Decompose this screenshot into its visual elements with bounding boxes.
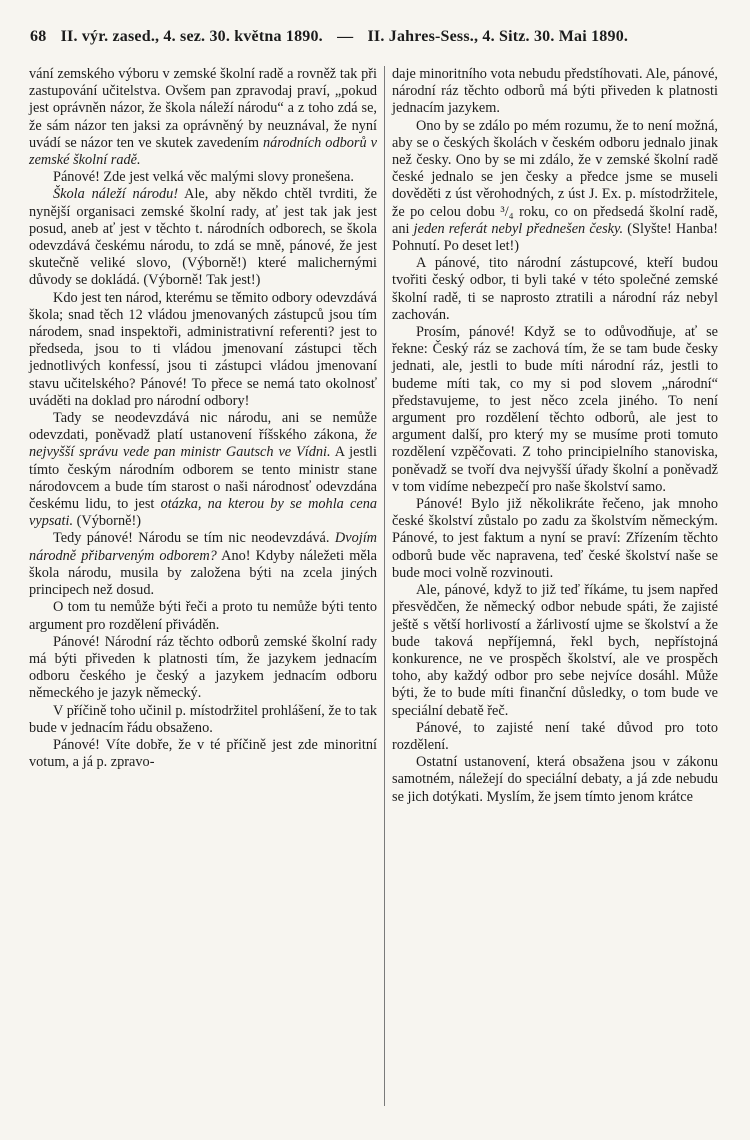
paragraph (29, 703, 377, 737)
paragraph-text: (Výborně!) (73, 513, 141, 530)
paragraph (29, 410, 377, 530)
paragraph (392, 720, 718, 754)
paragraph-text: Ale, pánové, když to již teď říkáme, tu jsem napřed přesvědčen, že německý odbor nebude spáti, že zajisté ještě s větší horlivostí a žárlivostí ujme se školství a že bude taková nepříjemná, řekl bych, nepřístojná konkurence, ne ve prospěch školství, ale ve prospěch toho, aby každý odbor pro sebe nejvíce dosáhl. Může býti, že to bude míti finanční důsledky, o tom bude ve speciální debatě řeč. (392, 582, 718, 719)
paragraph-text: A jestli tímto českým národním odborem se tento ministr stane národovcem a bude tím starost o naši národnosť odevzdána českému lidu, to jest (29, 444, 377, 513)
paragraph-text: Pánové! Víte dobře, že v té příčině jest zde minoritní votum, a já p. zpravo- (29, 736, 377, 771)
right-column (392, 66, 718, 806)
paragraph-text: Kdo jest ten národ, kterému se těmito odbory odevzdává škola; snad těch 12 vládou jmenovaných zástupců jsou tím národem, snad inspektoři, administrativní referenti? jest to předseda, jsou to ti vládou jmenovaní zástupci těch jednotlivých konfessí, jsou ti zástupci vládou jmenovaní stavu učitelského? Pánové! To přece se nemá tato okolnosť uváděti na doklad pro národní odbory! (29, 289, 377, 409)
emphasis-text: jeden referát nebyl přednešen česky. (413, 220, 624, 237)
column-divider (384, 66, 385, 1106)
paragraph-text: vání zemského výboru v zemské školní radě a rovněž tak při zastupování učitelstva. Ovšem pan zpravodaj praví, „pokud jest oprávněn názor, že škola náleží národu“ a z toho zdá se, že sám názor ten jaksi za oprávněný by neuznával, že nyní uvádí se názor ten ve skutek zavedením (29, 66, 377, 151)
emphasis-text: národních odborů v zemské školní radě. (29, 134, 377, 169)
page-number: 68 (30, 28, 47, 45)
emphasis-text: otázka, na kterou by se mohla cena vypsati. (29, 496, 377, 530)
emphasis-text: Škola náleží národu! (53, 186, 179, 203)
paragraph (392, 66, 718, 118)
paragraph-text: O tom tu nemůže býti řeči a proto tu nemůže býti tento argument pro rozdělení přiváděn. (29, 599, 377, 633)
paragraph (29, 169, 377, 186)
paragraph-text: A pánové, tito národní zástupcové, kteří budou tvořiti český odbor, ti byli také v této společné zemské školní radě, ti se naprosto ztratili a národní ráz nebyl zachován. (392, 255, 718, 323)
paragraph (29, 634, 377, 703)
paragraph-text: (Slyšte! Hanba! Pohnutí. Po deset let!) (392, 220, 718, 255)
paragraph (29, 737, 377, 771)
header-session-german: II. Jahres-Sess., 4. Sitz. 30. Mai 1890. (367, 28, 629, 45)
paragraph (29, 290, 377, 410)
paragraph (392, 496, 718, 582)
paragraph (29, 186, 377, 289)
paragraph-text: Ano! Kdyby náležeti měla škola národu, musila by založena býti na zcela jiných principech než dosud. (29, 547, 377, 599)
paragraph-text: daje minoritního vota nebudu předstíhovati. Ale, pánové, národní ráz těchto odborů má býti přiveden k platnosti jednacím jazykem. (392, 66, 718, 117)
paragraph (29, 599, 377, 633)
paragraph-text: Tedy pánové! Národu se tím nic neodevzdává. (53, 530, 335, 547)
paragraph-text: Ale, aby někdo chtěl tvrditi, že nynější organisaci zemské školní rady, ať jest tak jak jest posud, aneb ať jest v těchto t. národních odborech, se škola odevzdává českému národu, to zdá se mně, pánové, že jest skutečně veliké slovo, (Výborně!) které malichernými důvody se dokládá. (Výborně! Tak jest!) (29, 186, 377, 289)
left-column (29, 66, 377, 771)
paragraph-text: Ostatní ustanovení, která obsažena jsou v zákonu samotném, náležejí do speciální debaty, a já zde nebudu se jich dotýkati. Myslím, že jsem tímto jenom krátce (392, 754, 718, 805)
header-dash: — (337, 28, 354, 45)
paragraph (392, 754, 718, 806)
emphasis-text: že nejvyšší správu vede pan ministr Gautsch ve Vídni. (29, 427, 377, 461)
paragraph (392, 255, 718, 324)
emphasis-text: Dvojím národně přibarveným odborem? (29, 530, 377, 564)
header-session-czech: II. výr. zased., 4. sez. 30. května 1890. (60, 28, 323, 45)
paragraph (29, 66, 377, 169)
paragraph-text: Pánové! Zde jest velká věc malými slovy pronešena. (53, 169, 354, 186)
paragraph-text: Pánové! Bylo již několikráte řečeno, jak mnoho české školství zůstalo po zadu za školstvím německým. Pánové, to jest faktum a nyní se praví: Zřízením těchto odborů bude věc napravena, teď české školství naše se bude moci volně rozvinouti. (392, 496, 718, 581)
paragraph-text: Ono by se zdálo po mém rozumu, že to není možná, aby se o českých školách v českém odboru jednalo jinak než česky. Ono by se mi zdálo, že v zemské školní radě české jednalo se jen česky a předce jsme se museli dověděti z úst věrohodných, z úst J. Ex. p. místodržitele, že po celou dobu ³/₄ roku, co on předsedá školní radě, ani (392, 117, 718, 237)
paragraph-text: V příčině toho učinil p. místodržitel prohlášení, že to tak bude v jednacím řádu obsaženo. (29, 702, 377, 736)
paragraph-text: Pánové! Národní ráz těchto odborů zemské školní rady má býti přiveden k platnosti tím, že jazykem jednacím odboru českého je český a jazykem jednacím odboru německého je jazyk německý. (29, 633, 377, 702)
paragraph (392, 582, 718, 720)
paragraph (392, 324, 718, 496)
paragraph-text: Pánové, to zajisté není také důvod pro toto rozdělení. (392, 719, 718, 753)
paragraph (29, 530, 377, 599)
paragraph-text: Tady se neodevzdává nic národu, ani se nemůže odevzdati, poněvadž platí ustаnovení říšského zákona, (29, 410, 377, 444)
paragraph (392, 118, 718, 256)
running-header (30, 28, 718, 52)
paragraph-text: Prosím, pánové! Když se to odůvodňuje, ať se řekne: Český ráz se zachová tím, že se tam bude česky jednati, ale, jestli to bude míti národní ráz, jestli to budeme míti tak, co my si pod slovem „národní“ představujeme, to jest něco zcela jiného. To není argument pro rozdělení těchto odborů, ale jest to argument další, pro který my se musíme proti tomuto rozdělení vzpěčovati. Z toho principielního stanoviska, poněvadž se tvoří dva nejvyšší úřady školní a poněvadž v tom vidíme nebezpečí pro naše školství samo. (392, 324, 718, 495)
